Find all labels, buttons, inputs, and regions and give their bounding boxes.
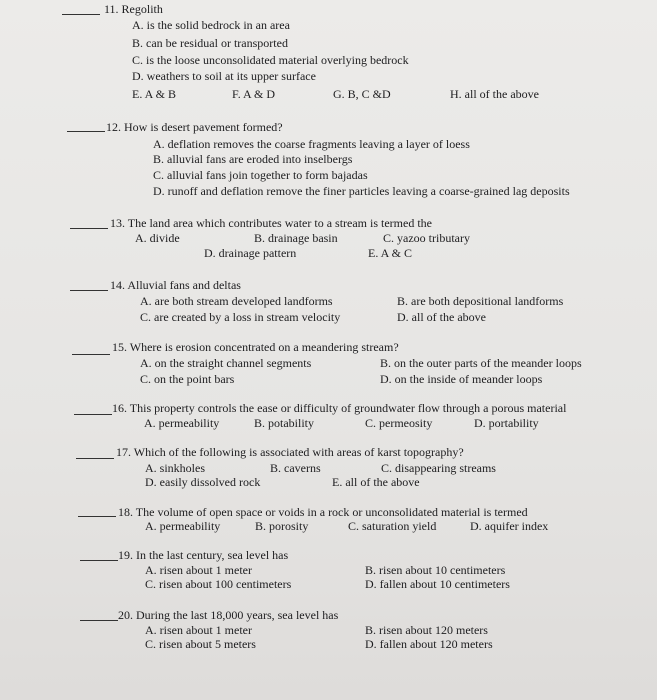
option-e: E. A & B xyxy=(132,87,177,101)
question-stem: 15. Where is erosion concentrated on a meandering stream? xyxy=(112,340,399,354)
question-stem: 17. Which of the following is associated with areas of karst topography? xyxy=(116,445,464,459)
option-a: A. deflation removes the coarse fragments leaving a layer of loess xyxy=(153,137,470,151)
answer-blank-12[interactable] xyxy=(67,131,105,132)
option-c: C. disappearing streams xyxy=(381,461,496,475)
question-stem: 18. The volume of open space or voids in a rock or unconsolidated material is termed xyxy=(118,505,528,519)
option-e: E. A & C xyxy=(368,246,413,260)
option-b: B. risen about 120 meters xyxy=(365,623,488,637)
option-c: C. is the loose unconsolidated material overlying bedrock xyxy=(132,53,409,67)
option-d: D. on the inside of meander loops xyxy=(380,372,543,386)
option-a: A. permeability xyxy=(145,519,221,533)
option-a: A. risen about 1 meter xyxy=(145,563,252,577)
option-b: B. can be residual or transported xyxy=(132,36,288,50)
option-d: D. easily dissolved rock xyxy=(145,475,261,489)
answer-blank-19[interactable] xyxy=(80,560,118,561)
option-d: D. portability xyxy=(474,416,539,430)
option-d: D. aquifer index xyxy=(470,519,549,533)
answer-blank-13[interactable] xyxy=(70,228,108,229)
option-e: E. all of the above xyxy=(332,475,420,489)
option-b: B. alluvial fans are eroded into inselbergs xyxy=(153,152,353,166)
answer-blank-14[interactable] xyxy=(70,290,108,291)
option-c: C. alluvial fans join together to form bajadas xyxy=(153,168,368,182)
question-stem: 13. The land area which contributes water to a stream is termed the xyxy=(110,216,432,230)
answer-blank-17[interactable] xyxy=(76,458,114,459)
option-c: C. yazoo tributary xyxy=(383,231,470,245)
answer-blank-18[interactable] xyxy=(78,516,116,517)
option-f: F. A & D xyxy=(232,87,276,101)
option-b: B. on the outer parts of the meander loops xyxy=(380,356,582,370)
option-b: B. potability xyxy=(254,416,314,430)
question-stem: 12. How is desert pavement formed? xyxy=(106,120,283,134)
option-c: C. are created by a loss in stream velocity xyxy=(140,310,341,324)
question-stem: 20. During the last 18,000 years, sea level has xyxy=(118,608,339,622)
option-d: D. drainage pattern xyxy=(204,246,297,260)
option-g: G. B, C &D xyxy=(333,87,391,101)
option-b: B. risen about 10 centimeters xyxy=(365,563,506,577)
question-stem: 19. In the last century, sea level has xyxy=(118,548,289,562)
option-a: A. sinkholes xyxy=(145,461,205,475)
option-a: A. are both stream developed landforms xyxy=(140,294,333,308)
option-a: A. risen about 1 meter xyxy=(145,623,252,637)
option-d: D. all of the above xyxy=(397,310,486,324)
option-c: C. saturation yield xyxy=(348,519,437,533)
option-b: B. are both depositional landforms xyxy=(397,294,564,308)
option-d: D. fallen about 120 meters xyxy=(365,637,493,651)
question-stem: 11. Regolith xyxy=(104,2,163,16)
option-a: A. is the solid bedrock in an area xyxy=(132,18,290,32)
answer-blank-11[interactable] xyxy=(62,14,100,15)
answer-blank-16[interactable] xyxy=(74,414,112,415)
option-c: C. permeosity xyxy=(365,416,433,430)
option-d: D. runoff and deflation remove the finer particles leaving a coarse-grained lag deposits xyxy=(153,184,570,198)
option-h: H. all of the above xyxy=(450,87,539,101)
option-a: A. permeability xyxy=(144,416,220,430)
option-a: A. divide xyxy=(135,231,180,245)
question-stem: 14. Alluvial fans and deltas xyxy=(110,278,241,292)
option-c: C. risen about 100 centimeters xyxy=(145,577,292,591)
option-b: B. porosity xyxy=(255,519,309,533)
option-a: A. on the straight channel segments xyxy=(140,356,312,370)
question-stem: 16. This property controls the ease or difficulty of groundwater flow through a porous material xyxy=(112,401,567,415)
option-b: B. drainage basin xyxy=(254,231,338,245)
answer-blank-20[interactable] xyxy=(80,620,118,621)
option-d: D. weathers to soil at its upper surface xyxy=(132,69,316,83)
option-c: C. on the point bars xyxy=(140,372,235,386)
option-d: D. fallen about 10 centimeters xyxy=(365,577,510,591)
option-b: B. caverns xyxy=(270,461,321,475)
answer-blank-15[interactable] xyxy=(72,354,110,355)
option-c: C. risen about 5 meters xyxy=(145,637,256,651)
